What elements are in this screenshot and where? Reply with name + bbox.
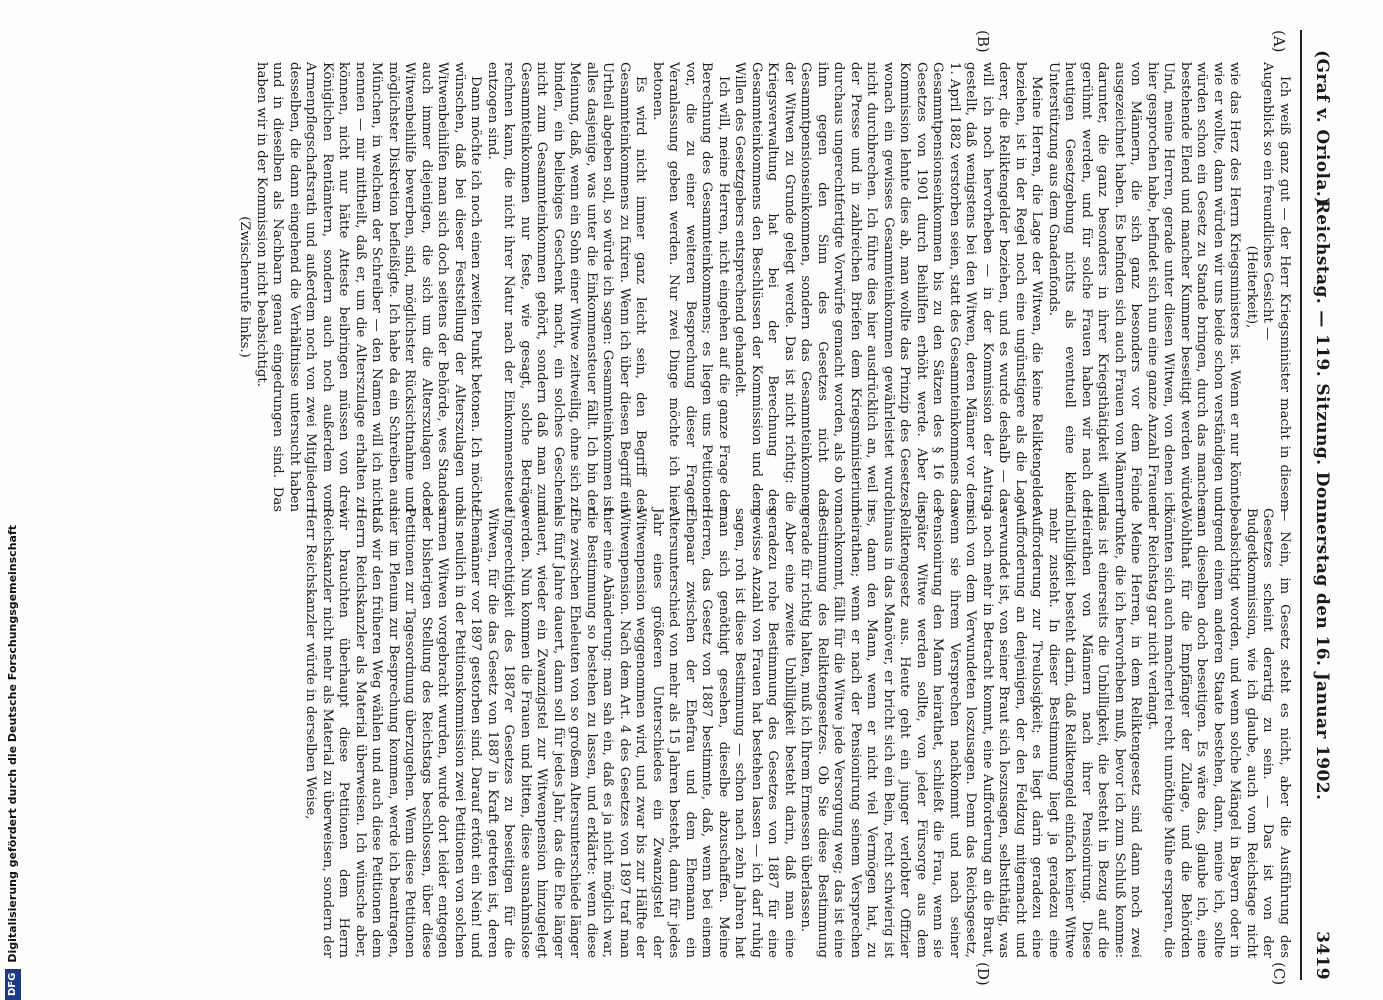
- paragraph: wie das Herz des Herrn Kriegsministers ist. Wenn er nur könnte, wie er wollte, dann würden wir uns beide schon verständigen und würden schon ein Gesetz zu Stande bringen, durch das manches bestehende Elend und mancher Kummer beseitigt werden würde. Und, meine Herren, gerade unter diesen Witwen, von denen ich hier gesprochen habe, befindet sich nun eine ganze Anzahl Frauen von Männern, die sich ganz besonders vor dem Feinde ausgezeichnet haben. Es befinden sich auch Frauen von Männern darunter, die ganz besonders in ihrer Kriegsthätigkeit willen gerühmt werden, und für solche Frauen haben wir nach der heutigen Gesetzgebung nichts als eventuell eine kleine Unterstützung aus dem Gnadenfonds.: [1046, 62, 1243, 512]
- margin-marker-b: (B): [974, 30, 992, 53]
- speaker-header: (Graf v. Oriola.): [1312, 50, 1332, 206]
- page-title: Reichstag. — 119. Sitzung. Donnerstag den 16. Januar 1902.: [1312, 199, 1332, 801]
- left-column: [237, 62, 1292, 512]
- paragraph: Ich will, meine Herren, nicht eingehen auf die ganze Frage der Berechnung des Gesammteinkommens; es liegen uns Petitionen vor, die zu einer weiteren Besprechung dieser Fragen Veranlassung geben werden. Nur zwei Dinge möchte ich hier betonen.: [650, 62, 731, 512]
- digitization-credit: [2, 0, 24, 1000]
- paragraph: Es wird nicht immer ganz leicht sein, den Begriff des Gesammteinkommens zu fixiren. Wenn ich über diesen Begriff ein Urtheil abgeben soll, so würde ich sagen: Gesammteinkommen ist alles dasjenige, was unter die Einkommensteuer fällt. Ich bin der Meinung, daß, wenn ein Sohn einer Witwe zeitweilig, ohne sich zu binden, ein beliebiges Geschenk macht, ein solches Geschenk nicht zum Gesammteinkommen gehört, sondern daß man zum Gesammteinkommen nur feste, wie gesagt, solche Beträge rechnen kann, die nicht ihrer Natur nach der Einkommensteuer entzogen sind.: [485, 62, 649, 512]
- paragraph: Meine Herren, die Lage der Witwen, die keine Reliktengelder beziehen, ist in der Regel noch eine ungünstigere als die Lage derer, die Reliktengelder beziehen, und es wurde deshalb — das will ich noch hervorheben — in der Kommission der Antrag gestellt, daß wenigstens bei den Witwen, deren Männer vor dem 1. April 1882 verstorben seien, statt des Gesammteinkommens das Gesammtpensionseinkommen bis zu den Sätzen des § 16 des Gesetzes von 1901 durch Beihilfen erhöht werde. Aber die Kommission lehnte dies ab, man wollte das Prinzip des Gesetzes, wonach ein gewisses Gesammteinkommen gewährleistet wurde, nicht durchbrechen. Ich führe dies hier ausdrücklich an, weil in der Presse und in zahlreichen Briefen dem Kriegsministerium durchaus ungerechtfertigte Vorwürfe gemacht worden, als ob von ihm gegen den Sinn des Gesetzes nicht das Gesammtpensionseinkommen, sondern das Gesammteinkommen der Witwen zu Grunde gelegt werde. Das ist nicht richtig: die Kriegsverwaltung hat bei der Berechnung des Gesammteinkommens den Beschlüssen der Kommission und dem Willen des Gesetzgebers entsprechend gehandelt.: [732, 62, 1045, 512]
- interjection: (Zwischenrufe links.): [237, 216, 253, 358]
- dfg-logo: DFG: [5, 969, 21, 1000]
- margin-marker-a: (A): [1270, 30, 1288, 53]
- paragraph: Ich weiß ganz gut — der Herr Kriegsminister macht in diesem Augenblick so ein freundliches Gesicht —: [1260, 62, 1292, 512]
- margin-marker-d: (D): [974, 962, 992, 986]
- credit-text: Digitalisierung gefördert durch die Deutsche Forschungsgemeinschaft: [6, 524, 19, 963]
- interjection: (Heiterkeit),: [1244, 245, 1259, 329]
- page-header: [1304, 10, 1336, 990]
- paragraph: Aber eine zweite Unbilligkeit besteht darin, daß man eine geradezu rohe Bestimmung des Gesetzes von 1887 für eine gewisse Anzahl von Frauen hat bestehen lassen — ich darf ruhig sagen, roh ist diese Bestimmung — schon nach zehn Jahren hat man sich genöthigt gesehen, dieselbe abzuschaffen. Meine Herren, das Gesetz von 1887 bestimmte, daß, wenn bei einem Ehepaar zwischen der Ehefrau und dem Ehemann ein Altersunterschied von mehr als 15 Jahren besteht, dann für jedes Jahr eines größeren Unterschiedes ein Zwanzigstel der Witwenpension weggenommen wird, und zwar bis zur Hälfte der Witwenpension. Nach dem Art. 4 des Gesetzes von 1897 traf man hier eine Abänderung: man sah ein, daß es ja nicht möglich war, die Bestimmung so bestehen zu lassen, und erklärte: wenn diese Ehe zwischen Eheleuten von so großem Altersunterschiede länger als fünf Jahre dauert, dann soll für jedes Jahr, das die Ehe länger dauert, wieder ein Zwanzigstel zur Witwenpension hinzugelegt werden. Nun kommen die Frauen und bitten, diese ausnahmslose Ungerechtigkeit des 1887er Gesetzes zu beseitigen für die Witwen, für die das Gesetz von 1887 in Kraft getreten ist, deren Ehemänner vor 1897 gestorben sind. Darauf ertönt ein Nein! und als neulich in der Petitionskommission zwei Petitionen von solchen armen Witwen vorgebracht wurden, wurde dort leider entgegen der bisherigen Stellung des Reichstags beschlossen, über diese Petitionen zur Tagesordnung überzugehen. Wenn diese Petitionen hier im Plenum zur Besprechung kommen, werde ich beantragen, daß wir den früheren Weg wählen und auch diese Petitionen dem Herrn Reichskanzler als Material überweisen. Ich wünsche aber, wir brauchten überhaupt diese Petitionen dem Herrn Reichskanzler nicht mehr als Material zu überweisen, sondern der Herr Reichskanzler würde in derselben Weise,: [303, 508, 797, 958]
- margin-marker-c: (C): [1270, 962, 1288, 986]
- paragraph: — Nein, im Gesetz steht es nicht, aber die Ausführung des Gesetzes scheint derartig zu sein. — Das ist von der Budgetkommission, wie ich glaube, auch vom Reichstage nicht beabsichtigt worden, und wenn solche Mängel in Bayern oder in irgend einem anderen Staate bestehen, dann, meine ich, sollte man dieselben doch beseitigen. Es wäre das, glaube ich, eine Wohlthat für die Empfänger der Zulage, und die Behörden könnten sich auch manchertei recht unnöthige Mühe ersparen, die der Reichstag gar nicht verlangt.: [1145, 508, 1292, 958]
- rotated-page: [46, 10, 1336, 990]
- paragraph: Dann möchte ich noch einen zweiten Punkt betonen. Ich möchte wünschen, daß bei dieser Feststellung der Alterszulagen und Witwenbeihilfen man sich doch seitens der Behörde, wes Standes auch immer diejenigen, die sich um die Alterszulagen oder Witwenbeihilfe bewerben, sind, möglichster Rücksichtnahme und möglichster Diskretion befleißigte. Ich habe da ein Schreiben aus München, in welchem der Schreiber — den Namen will ich nicht nennen — mir mittheilt, daß er, um die Alterszulage erhalten zu können, nicht nur hätte Atteste beibringen müssen von drei Königlichen Rentämtern, sondern auch noch außerdem vom Armenpflegschaftsrath und außerdem noch von zwei Mitgliedern desselben, die dann eingehend die Verhältnisse untersucht haben und in dieselben als Nachbarn genau eingedrungen sind. Das haben wir in der Kommission nicht beabsichtigt.: [254, 62, 484, 512]
- header-rule: [1300, 30, 1302, 980]
- paragraph: Meine Herren, in dem Reliktengesetz sind dann noch zwei Punkte, die ich hervorheben muß, bevor ich zum Schluß komme: das ist einerseits die Unbilligkeit, die besteht in Bezug auf die Heirathen von Männern nach ihrer Pensionirung. Diese Unbilligkeit besteht darin, daß Reliktengeld einfach keiner Witwe mehr zusteht. In dieser Bestimmung liegt ja geradezu eine Aufforderung zur Treulosigkeit; es liegt darin geradezu eine Aufforderung an denjenigen, der den Feldzug mitgemacht und verwundet ist, von seiner Braut sich loszusagen, selbstthätig, was ja noch mehr in Betracht kommt, eine Aufforderung an die Braut, sich von dem Verwundeten loszusagen. Denn das Reichsgesetz, wenn sie ihrem Versprechen nachkommt und nach seiner Pensionirung den Mann heirathet, schließt die Frau, wenn sie später Witwe werden sollte, von jeder Fürsorge aus dem Reliktengesetz aus. Heute geht ein junger verlobter Offizier hinaus in das Manöver, er bricht sich ein Bein, recht schwierig ist es, dann den Mann, wenn er nicht viel Vermögen hat, zu heirathen; wenn er nach der Pensionirung seinem Versprechen nachkommt, fällt für die Witwe jede Versorgung weg; das ist eine Bestimmung des Reliktengesetzes. Ob Sie diese Bestimmung gerade für richtig halten, muß ich Ihrem Ermessen überlassen.: [798, 508, 1144, 958]
- right-column: [303, 508, 1292, 958]
- page-number: 3419: [1312, 931, 1332, 980]
